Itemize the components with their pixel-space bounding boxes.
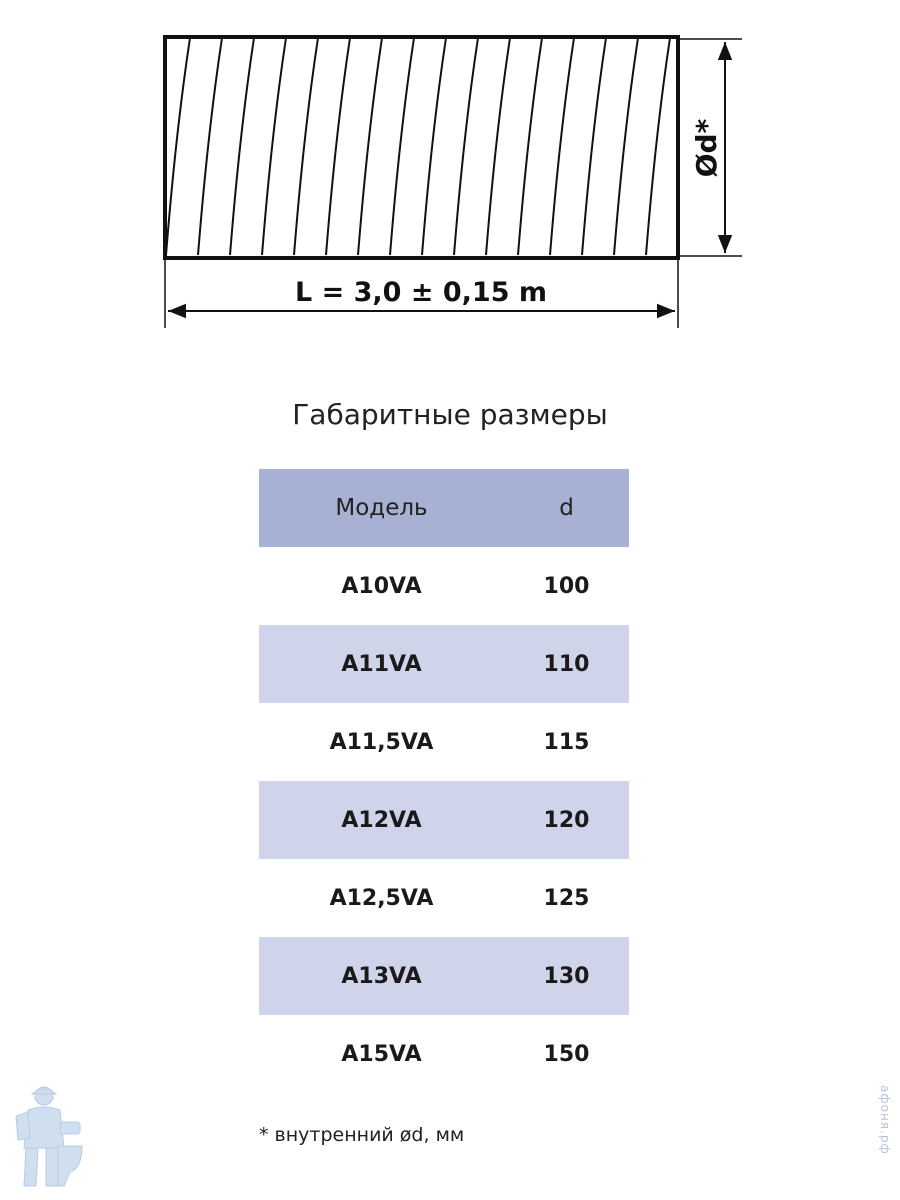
corrugation-lines — [166, 38, 670, 255]
table-row — [259, 859, 629, 937]
table-row — [259, 937, 629, 1015]
cell-d: 130 — [504, 937, 629, 1015]
plumber-mascot-icon — [8, 1082, 88, 1192]
cell-model: A15VA — [341, 1041, 422, 1067]
cell-model: A11VA — [259, 625, 504, 703]
table-row — [259, 703, 629, 781]
table-row — [259, 547, 629, 625]
length-label: L = 3,0 ± 0,15 m — [294, 277, 548, 308]
table-row — [259, 1015, 629, 1093]
cell-model: A12,5VA — [329, 885, 434, 911]
table-row — [259, 625, 629, 703]
cell-d: 120 — [504, 781, 629, 859]
cell-model: A13VA — [259, 937, 504, 1015]
table-row — [259, 781, 629, 859]
header-d: d — [504, 469, 629, 547]
duct-drawing — [0, 0, 900, 340]
watermark: афоня.рф — [878, 1085, 892, 1155]
footnote: * внутренний ød, мм — [259, 1124, 465, 1146]
diameter-label: Ød* — [690, 118, 723, 178]
section-title: Габаритные размеры — [292, 398, 608, 431]
cell-d: 150 — [543, 1041, 590, 1067]
cell-model: A12VA — [259, 781, 504, 859]
dimensions-table — [259, 469, 629, 1093]
header-model: Модель — [259, 469, 504, 547]
cell-model: A10VA — [341, 573, 422, 599]
cell-model: A11,5VA — [329, 729, 434, 755]
cell-d: 100 — [543, 573, 590, 599]
cell-d: 125 — [543, 885, 590, 911]
cell-d: 115 — [543, 729, 590, 755]
cell-d: 110 — [504, 625, 629, 703]
table-header-row — [259, 469, 629, 547]
